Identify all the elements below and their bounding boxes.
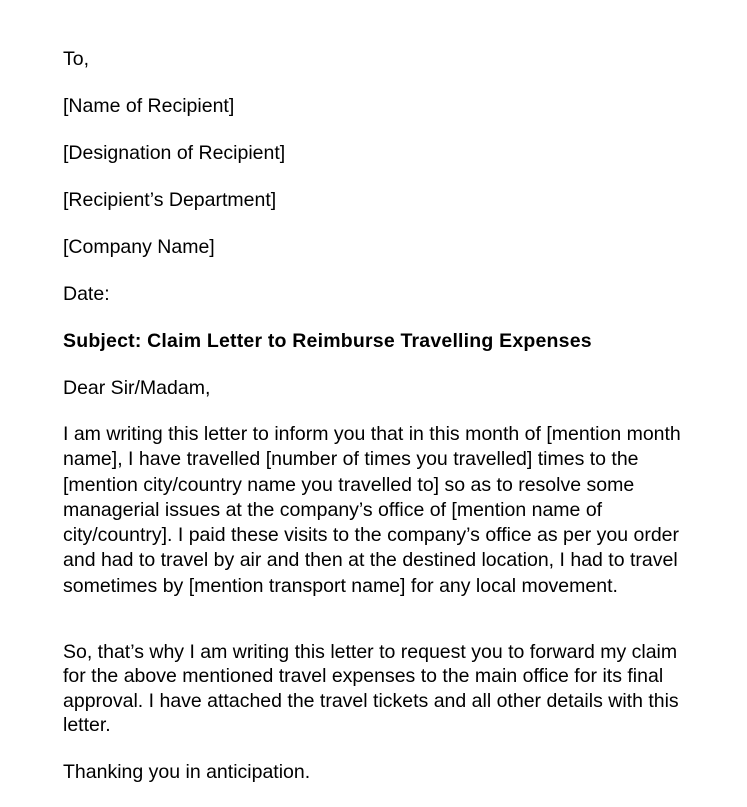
date-label: Date: (63, 283, 110, 305)
recipient-name: [Name of Recipient] (63, 95, 235, 117)
company-name: [Company Name] (63, 236, 215, 258)
body-paragraph-1: I am writing this letter to inform you that in this month of [mention month name], I have travelled [number of times you travelled] times to the [mention city/country name you travelled to] so as to resolve some managerial issues at the company’s office of [mention name of city/country]. I paid these visits to the company’s office as per you order and had to travel by air and then at the destined location, I had to travel sometimes by [mention transport name] for any local movement. (63, 423, 681, 597)
recipient-designation: [Designation of Recipient] (63, 142, 286, 164)
subject-line: Subject: Claim Letter to Reimburse Travelling Expenses (63, 330, 592, 352)
greeting: Dear Sir/Madam, (63, 377, 211, 399)
closing-line: Thanking you in anticipation. (63, 761, 311, 783)
recipient-department: [Recipient’s Department] (63, 189, 277, 211)
body-paragraph-2: So, that’s why I am writing this letter to request you to forward my claim for the above mentioned travel expenses to the main office for its final approval. I have attached the travel tickets and all other details with this letter. (63, 641, 679, 737)
salutation-to: To, (63, 48, 90, 70)
